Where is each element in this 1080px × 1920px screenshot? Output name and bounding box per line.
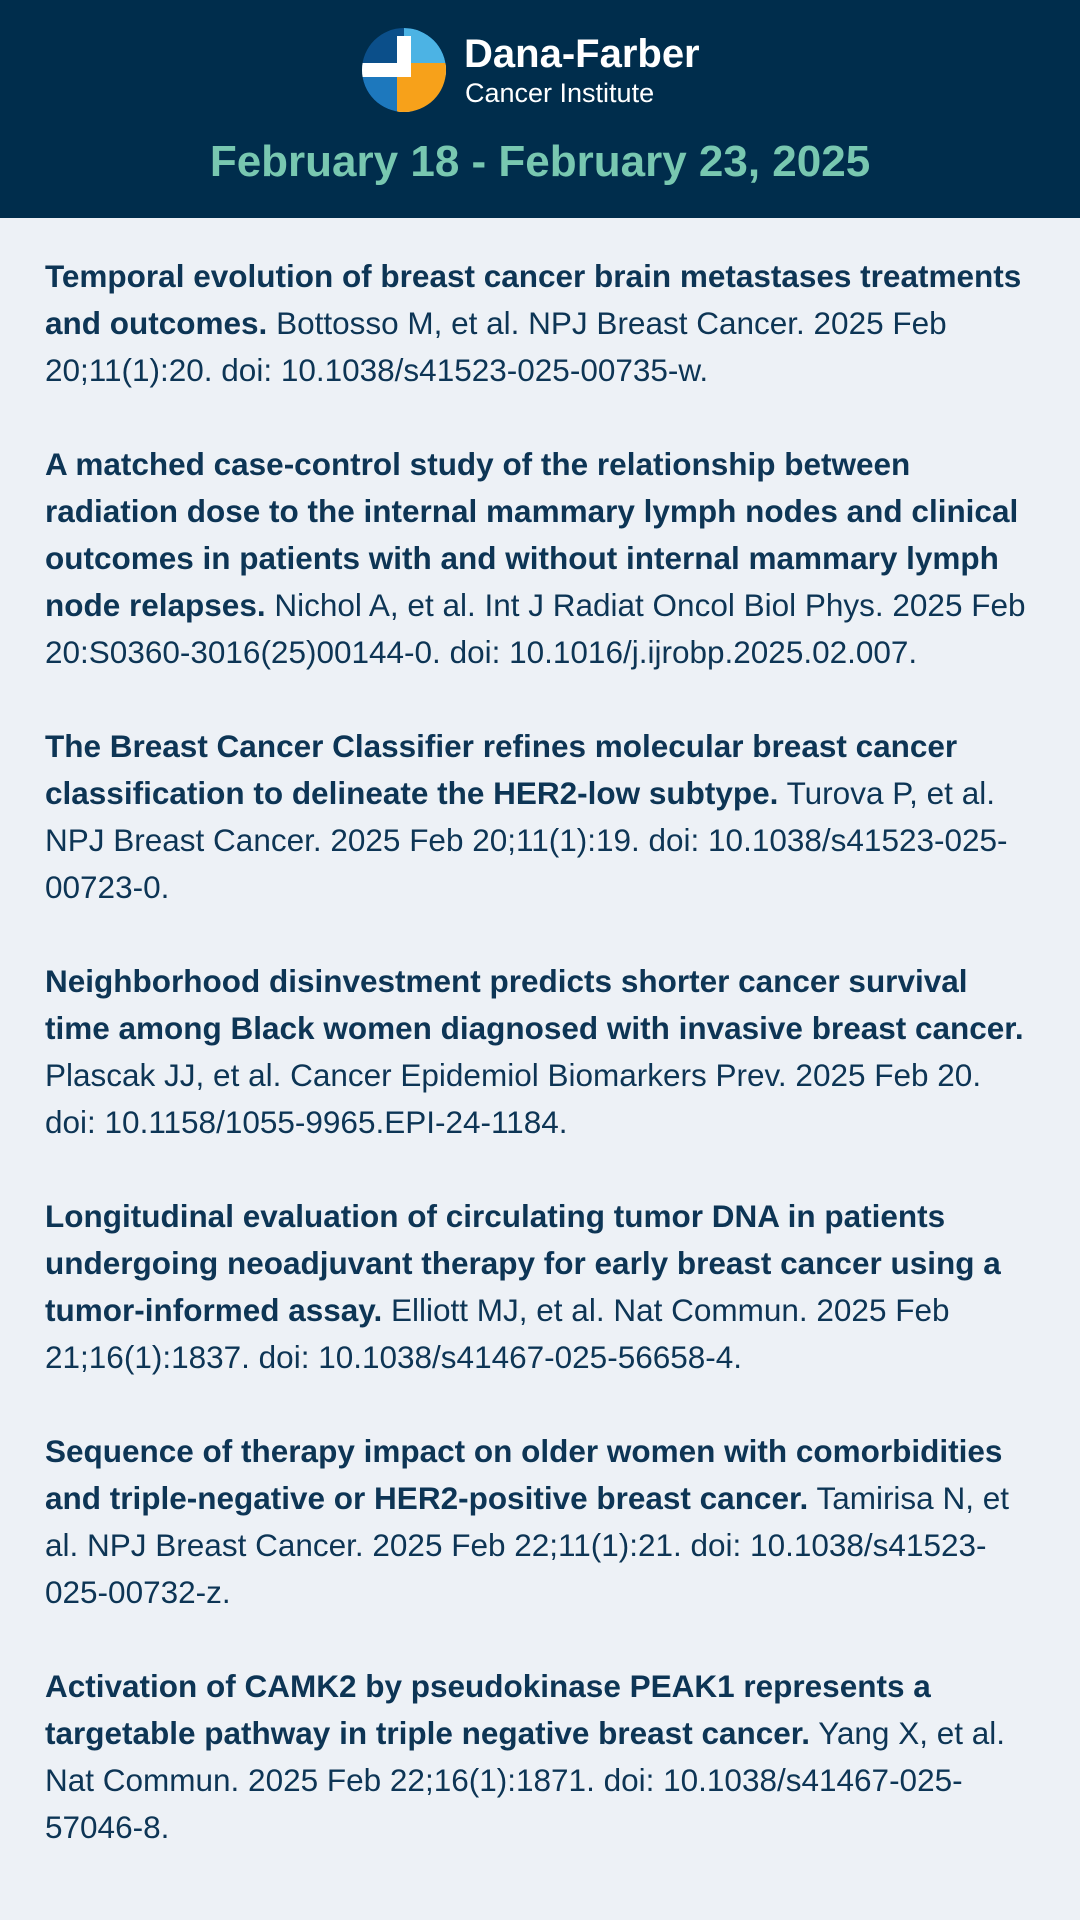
article-entry xyxy=(45,1193,1035,1381)
article-citation: Bottosso M, et al. NPJ Breast Cancer. 2025 Feb 20;11(1):20. doi: 10.1038/s41523-025-00735-w. xyxy=(45,305,947,388)
article-entry xyxy=(45,441,1035,676)
article-entry xyxy=(45,1428,1035,1616)
article-entry xyxy=(45,253,1035,394)
article-entry xyxy=(45,723,1035,911)
article-entry xyxy=(45,958,1035,1146)
logo-name: Dana-Farber xyxy=(464,32,700,76)
article-citation: Yang X, et al. Nat Commun. 2025 Feb 22;16(1):1871. doi: 10.1038/s41467-025-57046-8. xyxy=(45,1715,1006,1845)
article-citation: Nichol A, et al. Int J Radiat Oncol Biol Phys. 2025 Feb 20:S0360-3016(25)00144-0. doi: 10.1016/j.ijrobp.2025.02.007. xyxy=(45,587,1026,670)
logo-mark-icon xyxy=(362,28,446,112)
article-title: Activation of CAMK2 by pseudokinase PEAK1 represents a targetable pathway in triple negative breast cancer. xyxy=(45,1668,931,1751)
article-title: A matched case-control study of the relationship between radiation dose to the internal mammary lymph nodes and clinical outcomes in patients with and without internal mammary lymph node relapses. xyxy=(45,446,1019,623)
article-citation: Plascak JJ, et al. Cancer Epidemiol Biomarkers Prev. 2025 Feb 20. doi: 10.1158/1055-9965.EPI-24-1184. xyxy=(45,1057,982,1140)
article-title: Neighborhood disinvestment predicts shorter cancer survival time among Black women diagnosed with invasive breast cancer. xyxy=(45,963,1024,1046)
dana-farber-logo xyxy=(362,28,722,114)
date-range-heading: February 18 - February 23, 2025 xyxy=(209,137,871,186)
article-entry xyxy=(45,1663,1035,1851)
article-title: Sequence of therapy impact on older women with comorbidities and triple-negative or HER2-positive breast cancer. xyxy=(45,1433,1003,1516)
article-title: Temporal evolution of breast cancer brain metastases treatments and outcomes. xyxy=(45,258,1022,341)
article-title: Longitudinal evaluation of circulating tumor DNA in patients undergoing neoadjuvant therapy for early breast cancer using a tumor-informed assay. xyxy=(45,1198,1001,1328)
header-banner xyxy=(0,0,1080,218)
logo-subtitle: Cancer Institute xyxy=(465,78,655,108)
article-citation: Turova P, et al. NPJ Breast Cancer. 2025 Feb 20;11(1):19. doi: 10.1038/s41523-025-00723-0. xyxy=(45,775,1008,905)
article-title: The Breast Cancer Classifier refines molecular breast cancer classification to delineate the HER2-low subtype. xyxy=(45,728,958,811)
article-citation: Elliott MJ, et al. Nat Commun. 2025 Feb 21;16(1):1837. doi: 10.1038/s41467-025-56658-4. xyxy=(45,1292,950,1375)
article-citation: Tamirisa N, et al. NPJ Breast Cancer. 2025 Feb 22;11(1):21. doi: 10.1038/s41523-025-00732-z. xyxy=(45,1480,1009,1610)
article-list xyxy=(45,253,1035,1898)
